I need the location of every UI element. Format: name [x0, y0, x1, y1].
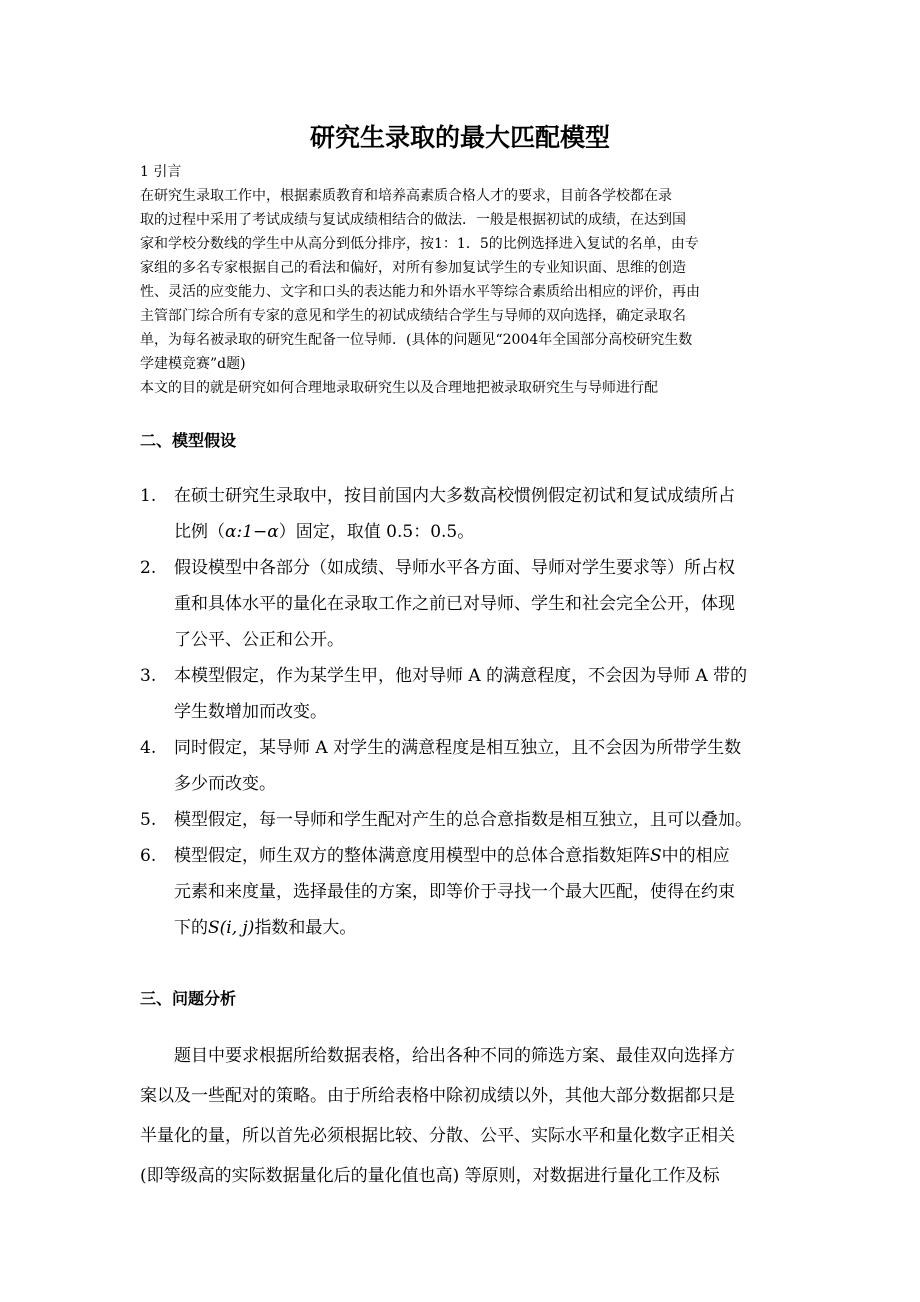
list-item: [140, 730, 790, 802]
item-line: 模型假定，每一导师和学生配对产生的总合意指数是相互独立，且可以叠加。: [174, 810, 752, 830]
section-heading-analysis: 三、问题分析: [140, 989, 237, 1008]
intro-line: 本文的目的就是研究如何合理地录取研究生以及合理地把被录取研究生与导师进行配: [140, 380, 658, 396]
item-line: 了公平、公正和公开。: [174, 630, 344, 650]
paragraph-line: (即等级高的实际数据量化后的量化值也高) 等原则，对数据进行量化工作及标: [140, 1166, 720, 1186]
item-text: 比例（: [174, 522, 225, 542]
intro-line: 家组的多名专家根据自己的看法和偏好，对所有参加复试学生的专业知识面、思维的创造: [140, 260, 686, 276]
item-line: 同时假定，某导师 A 对学生的满意程度是相互独立，且不会因为所带学生数: [174, 738, 742, 758]
list-item: [140, 478, 790, 550]
item-number: 5.: [140, 810, 157, 830]
item-line-math: [174, 910, 790, 946]
assumptions-list: [140, 478, 790, 946]
list-item: [140, 550, 790, 658]
intro-line: 学建模竞赛”d题): [140, 356, 246, 372]
item-number: 2.: [140, 558, 157, 578]
section-heading-assumptions: 二、模型假设: [140, 431, 237, 450]
formula-matrix-s: S: [650, 846, 662, 866]
intro-line: 主管部门综合所有专家的意见和学生的初试成绩结合学生与导师的双向选择，确定录取名: [140, 308, 686, 324]
item-number: 3.: [140, 666, 157, 686]
item-line-math: [174, 838, 790, 874]
item-line-math: [174, 514, 790, 550]
item-text: 模型假定，师生双方的整体满意度用模型中的总体合意指数矩阵: [174, 846, 650, 866]
list-item: [140, 658, 790, 730]
item-number: 1.: [140, 486, 157, 506]
intro-line: 单，为每名被录取的研究生配备一位导师．(具体的问题见“2004年全国部分高校研究生数: [140, 332, 693, 348]
item-text: 下的: [174, 918, 208, 938]
list-item: [140, 802, 790, 838]
intro-line: 性、灵活的应变能力、文字和口头的表达能力和外语水平等综合素质给出相应的评价，再由: [140, 284, 700, 300]
item-line: 多少而改变。: [174, 774, 276, 794]
intro-heading: 1 引言: [140, 164, 182, 180]
document-title: 研究生录取的最大匹配模型: [309, 123, 610, 152]
paragraph-line: 题目中要求根据所给数据表格，给出各种不同的筛选方案、最佳双向选择方: [140, 1046, 735, 1066]
item-text: 中的相应: [661, 846, 730, 866]
item-line: 学生数增加而改变。: [174, 702, 327, 722]
intro-line: 家和学校分数线的学生中从高分到低分排序，按1：1．5的比例选择进入复试的名单，由专: [140, 236, 699, 252]
item-text: ）固定，取值 0.5：0.5。: [278, 522, 475, 542]
item-line: 重和具体水平的量化在录取工作之前已对导师、学生和社会完全公开，体现: [174, 594, 735, 614]
item-number: 4.: [140, 738, 157, 758]
paragraph-line: 半量化的量，所以首先必须根据比较、分散、公平、实际水平和量化数字正相关: [140, 1126, 735, 1146]
paragraph-line: 案以及一些配对的策略。由于所给表格中除初成绩以外，其他大部分数据都只是: [140, 1086, 735, 1106]
item-text: 指数和最大。: [254, 918, 357, 938]
intro-line: 在研究生录取工作中，根据素质教育和培养高素质合格人才的要求，目前各学校都在录: [140, 188, 672, 204]
intro-section: [140, 160, 780, 400]
list-item: [140, 838, 790, 946]
analysis-paragraph: [140, 1036, 790, 1196]
item-number: 6.: [140, 846, 157, 866]
intro-line: 取的过程中采用了考试成绩与复试成绩相结合的做法．一般是根据初试的成绩，在达到国: [140, 212, 686, 228]
item-line: 假设模型中各部分（如成绩、导师水平各方面、导师对学生要求等）所占权: [174, 558, 735, 578]
formula-ratio: α:1−α: [225, 522, 279, 542]
item-line: 在硕士研究生录取中，按目前国内大多数高校惯例假定初试和复试成绩所占: [174, 486, 735, 506]
formula-s-ij: S(i, j): [208, 918, 255, 938]
item-line: 本模型假定，作为某学生甲，他对导师 A 的满意程度，不会因为导师 A 带的: [174, 666, 748, 686]
item-line: 元素和来度量，选择最佳的方案，即等价于寻找一个最大匹配，使得在约束: [174, 882, 735, 902]
